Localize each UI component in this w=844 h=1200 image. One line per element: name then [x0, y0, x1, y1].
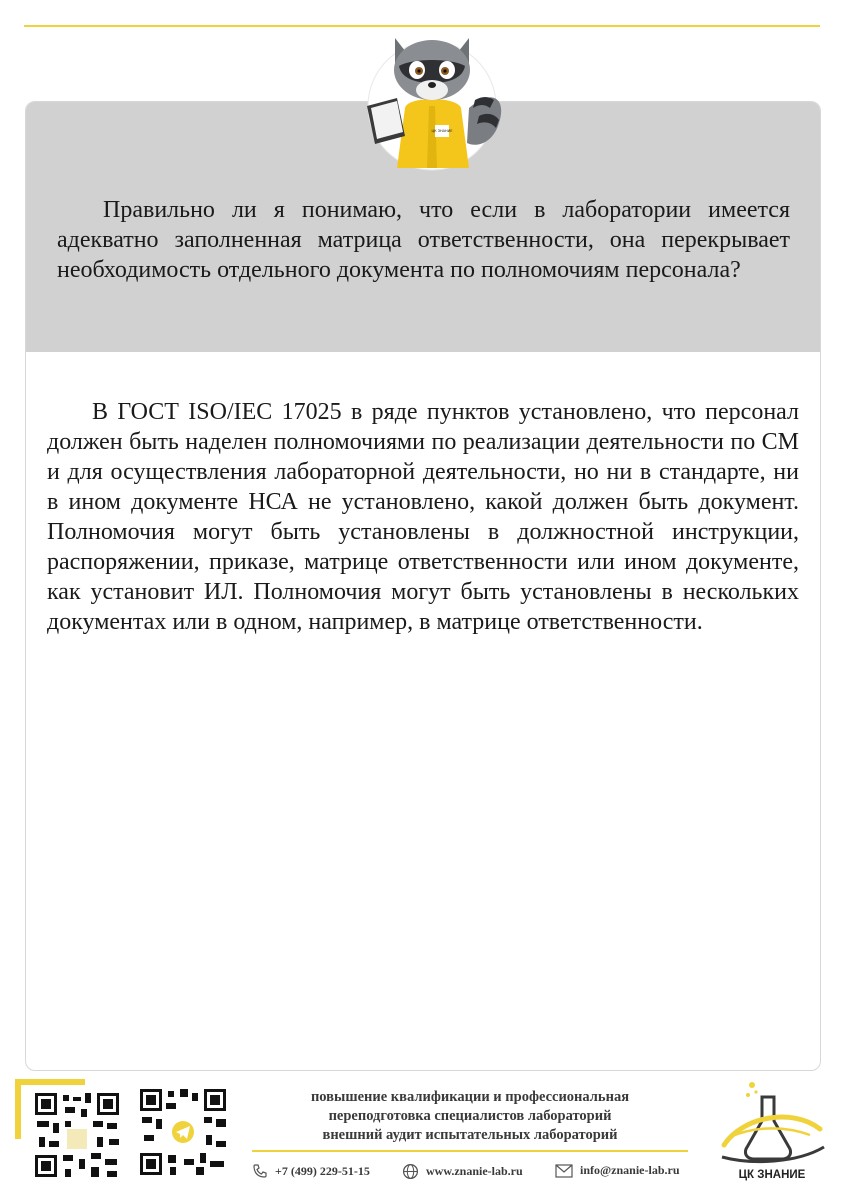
globe-icon	[402, 1163, 419, 1180]
contact-website[interactable]	[402, 1163, 523, 1180]
email-text: info@znanie-lab.ru	[580, 1163, 680, 1177]
answer-text: В ГОСТ ISO/IEC 17025 в ряде пунктов установлено, что персонал должен быть наделен полномочиями по реализации деятельности по СМ и для осуществления лабораторной деятельности, но ни в стандарте, ни в ином документе НСА не установлено, какой должен быть документ. Полномочия могут быть установлены в должностной инструкции, распоряжении, приказе, матрице ответственности или ином документе, как установит ИЛ. Полномочия могут быть установлены в нескольких документах или в одном, например, в матрице ответственности.	[47, 399, 799, 635]
qa-card	[25, 101, 821, 1071]
contact-phone[interactable]	[252, 1163, 370, 1179]
footer	[0, 1075, 844, 1200]
qr-code-icon	[15, 1079, 127, 1185]
phone-icon	[252, 1163, 268, 1179]
contacts	[252, 1163, 712, 1183]
phone-text: +7 (499) 229-51-15	[275, 1163, 370, 1178]
logo-text: ЦК ЗНАНИЕ	[738, 1169, 806, 1181]
raccoon-mascot-icon	[357, 28, 507, 173]
footer-line: внешний аудит испытательных лабораторий	[322, 1127, 618, 1143]
footer-line: переподготовка специалистов лабораторий	[328, 1108, 612, 1124]
footer-divider	[252, 1150, 688, 1152]
footer-services	[250, 1088, 690, 1145]
contact-email[interactable]	[555, 1163, 680, 1178]
top-divider	[24, 25, 820, 27]
footer-line: повышение квалификации и профессиональная	[310, 1089, 630, 1105]
mascot-badge: ЦК ЗНАНИЕ	[431, 129, 453, 133]
website-text: www.znanie-lab.ru	[426, 1164, 523, 1178]
question-text: Правильно ли я понимаю, что если в лаборатории имеется адекватно заполненная матрица ответственности, она перекрывает необходимость отдельного документа по полномочиям персонала?	[57, 197, 790, 283]
telegram-qr-code-icon	[140, 1089, 226, 1175]
flask-logo-icon	[712, 1077, 832, 1169]
email-icon	[555, 1164, 573, 1178]
company-logo	[712, 1077, 832, 1192]
